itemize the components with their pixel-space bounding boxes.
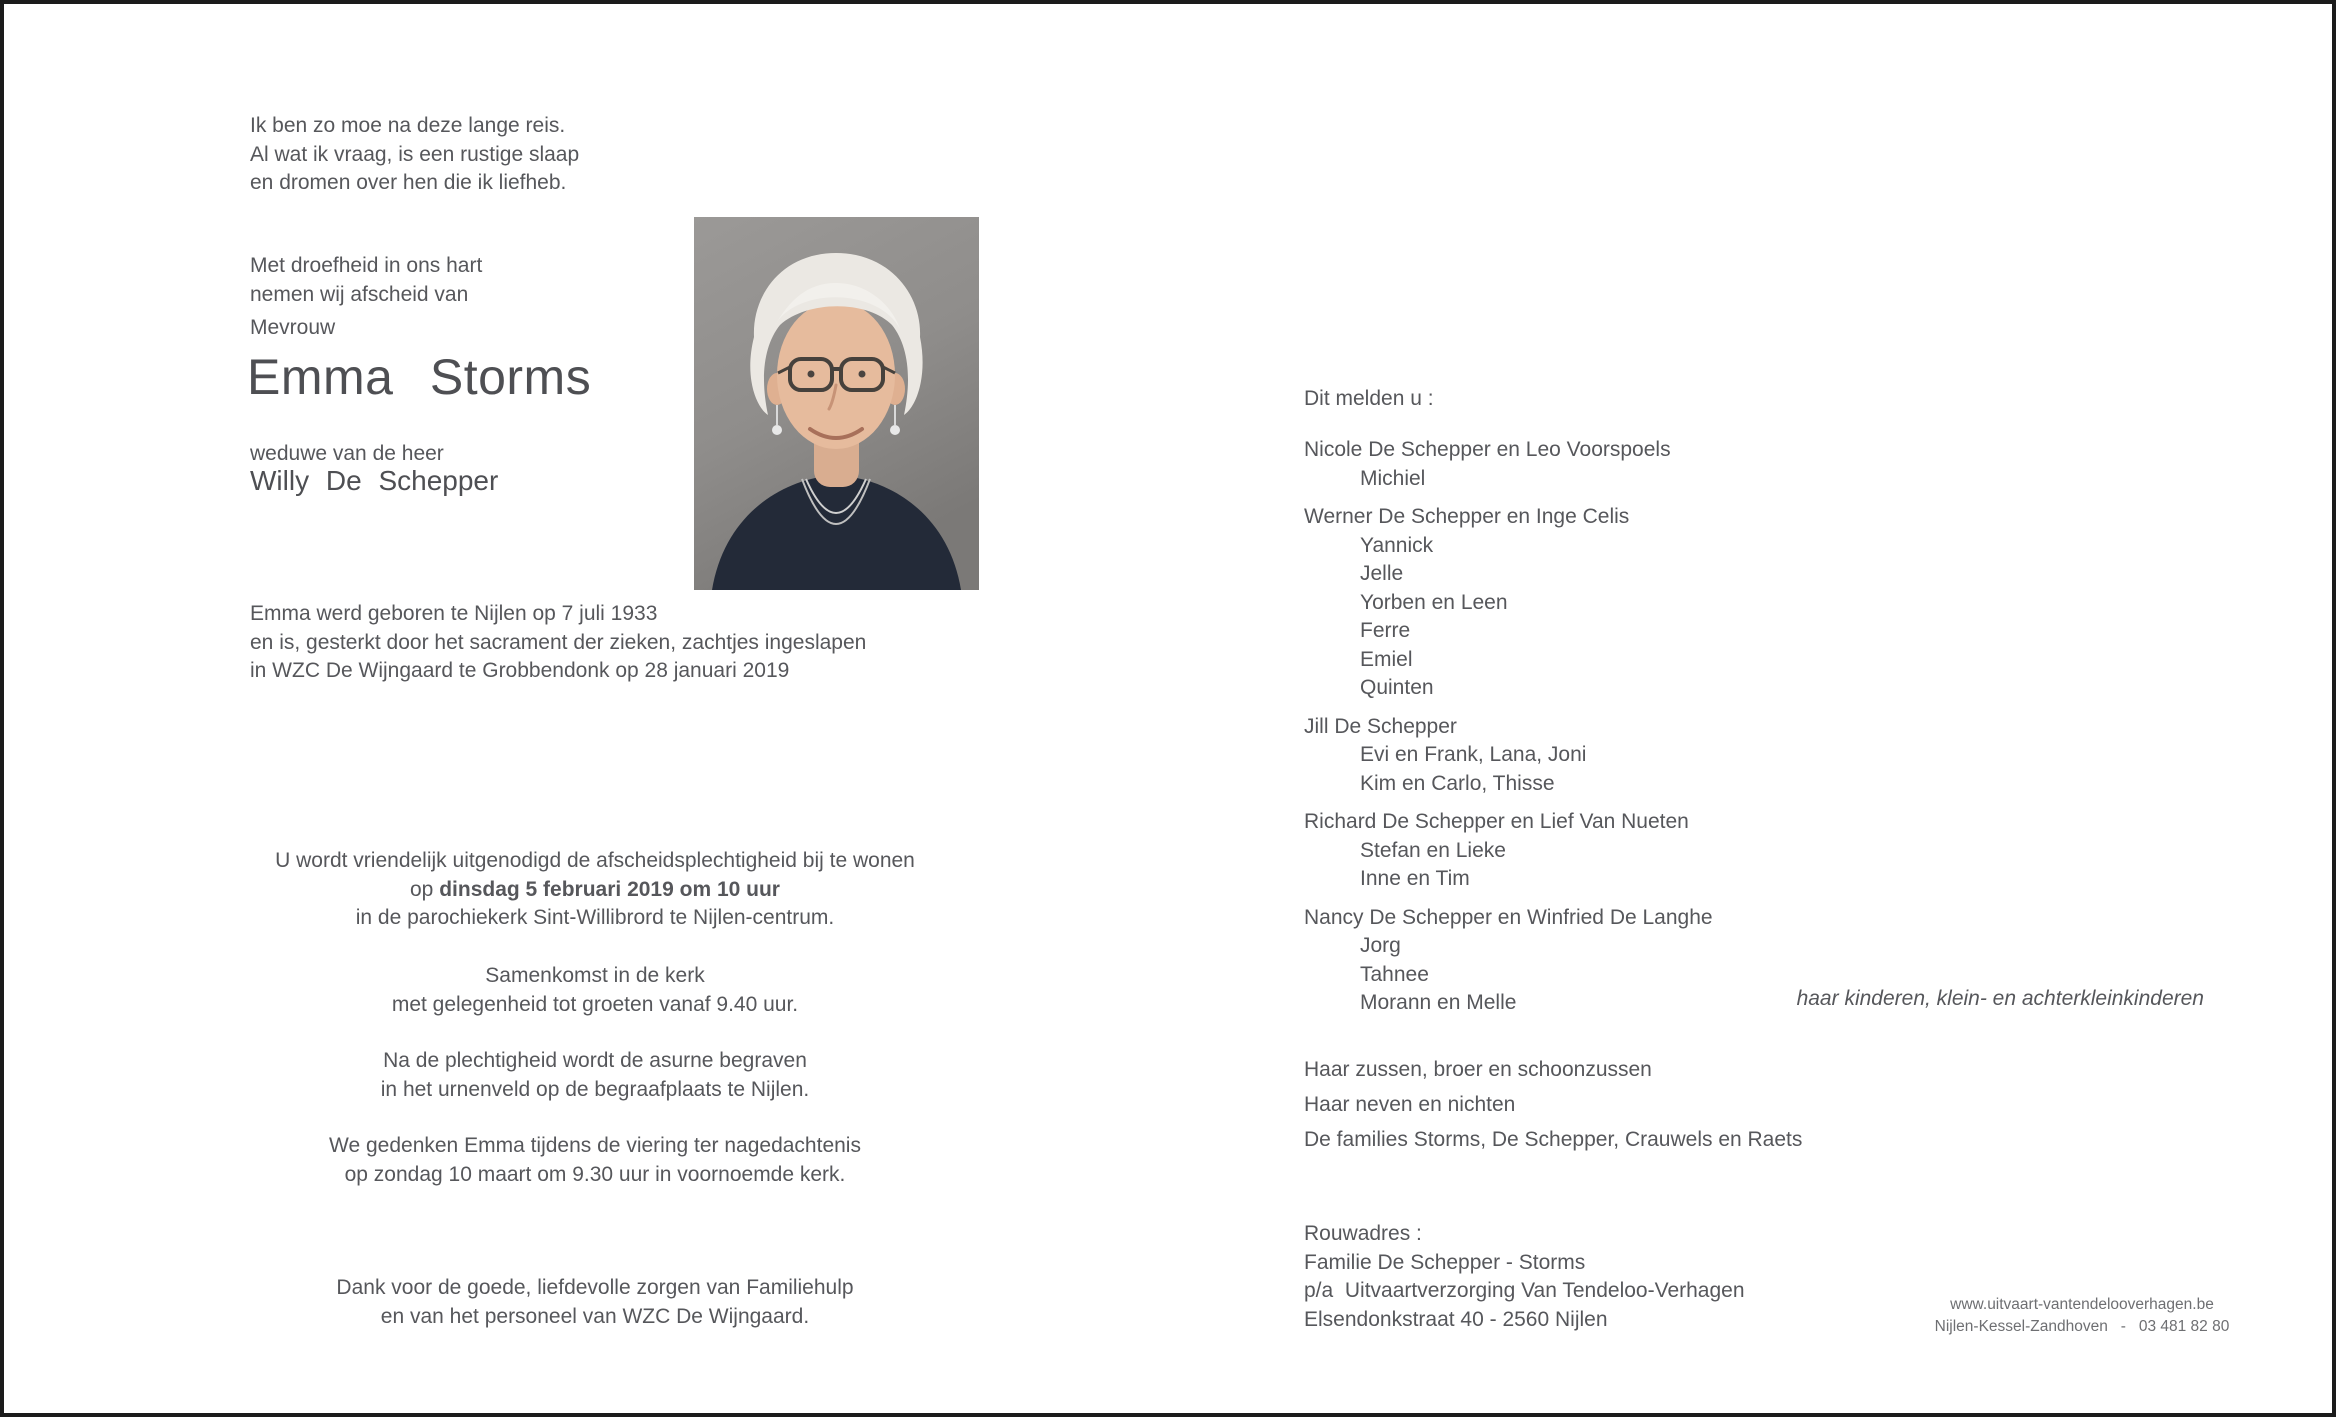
thanks-line: en van het personeel van WZC De Wijngaard.	[380, 1304, 810, 1328]
family-child: Yorben en Leen	[1360, 590, 1508, 614]
gathering-line: met gelegenheid tot groeten vanaf 9.40 uur.	[391, 992, 799, 1016]
family-child: Evi en Frank, Lana, Joni	[1360, 743, 1587, 766]
family-child: Michiel	[1360, 466, 1426, 490]
family-head: Werner De Schepper en Inge Celis	[1304, 505, 1630, 528]
family-head: Nicole De Schepper en Leo Voorspoels	[1304, 438, 1671, 461]
poem-line: Al wat ik vraag, is een rustige slaap	[250, 142, 580, 166]
spouse-name: Willy De Schepper	[250, 465, 499, 496]
family-child: Tahnee	[1360, 962, 1429, 986]
ceremony-date: dinsdag 5 februari 2019 om 10 uur	[439, 877, 780, 901]
family-head: Jill De Schepper	[1304, 714, 1457, 738]
memorial-line: We gedenken Emma tijdens de viering ter nagedachtenis	[329, 1134, 861, 1157]
relatives-list	[1304, 1052, 1802, 1157]
deceased-name: Emma Storms	[247, 349, 592, 405]
funeral-home-footer	[1932, 1294, 2232, 1337]
family-child: Quinten	[1360, 676, 1434, 699]
mourning-address-line: p/a Uitvaartverzorging Van Tendeloo-Verhagen	[1304, 1279, 1745, 1302]
ceremony-invitation	[250, 847, 940, 933]
family-child: Stefan en Lieke	[1360, 838, 1506, 862]
family-child: Jelle	[1360, 562, 1404, 585]
family-child: Emiel	[1360, 647, 1413, 671]
life-line: en is, gesterkt door het sacrament der zieken, zachtjes ingeslapen	[250, 630, 867, 654]
mourning-address-line: Elsendonkstraat 40 - 2560 Nijlen	[1304, 1307, 1608, 1331]
life-details	[250, 600, 866, 686]
portrait-photo	[694, 217, 979, 590]
burial-line: Na de plechtigheid wordt de asurne begraven	[383, 1049, 807, 1072]
family-list	[1304, 436, 1713, 1028]
family-child: Yannick	[1360, 533, 1434, 557]
intro-text	[250, 252, 482, 309]
poem	[250, 112, 579, 198]
family-group	[1304, 503, 1713, 703]
family-child: Jorg	[1360, 934, 1401, 957]
memorial-line: op zondag 10 maart om 9.30 uur in voornoemde kerk.	[344, 1162, 846, 1186]
gathering-line: Samenkomst in de kerk	[485, 964, 705, 987]
burial-info	[250, 1047, 940, 1104]
children-note: haar kinderen, klein- en achterkleinkinderen	[1796, 987, 2204, 1010]
family-group	[1304, 808, 1713, 894]
relatives-line: De families Storms, De Schepper, Crauwels en Raets	[1304, 1128, 1803, 1151]
burial-line: in het urnenveld op de begraafplaats te Nijlen.	[380, 1077, 810, 1101]
thanks-line: Dank voor de goede, liefdevolle zorgen van Familiehulp	[336, 1276, 854, 1299]
family-child: Ferre	[1360, 619, 1411, 642]
relatives-line: Haar zussen, broer en schoonzussen	[1304, 1058, 1652, 1081]
ceremony-line: in de parochiekerk Sint-Willibrord te Nijlen-centrum.	[355, 906, 835, 929]
gathering-info	[250, 962, 940, 1019]
intro-line: nemen wij afscheid van	[250, 282, 469, 306]
poem-line: Ik ben zo moe na deze lange reis.	[250, 114, 566, 137]
ceremony-date-line	[250, 876, 940, 905]
family-child: Kim en Carlo, Thisse	[1360, 771, 1555, 795]
mourning-address-line: Familie De Schepper - Storms	[1304, 1250, 1586, 1274]
family-child: Morann en Melle	[1360, 991, 1517, 1014]
mourning-address	[1304, 1220, 1745, 1334]
family-group	[1304, 436, 1713, 493]
portrait-photo-illustration	[694, 217, 979, 590]
poem-line: en dromen over hen die ik liefheb.	[250, 171, 567, 194]
family-head: Nancy De Schepper en Winfried De Langhe	[1304, 905, 1713, 929]
life-line: in WZC De Wijngaard te Grobbendonk op 28 januari 2019	[250, 659, 790, 682]
family-child: Inne en Tim	[1360, 867, 1470, 890]
memorial-service-info	[250, 1132, 940, 1189]
life-line: Emma werd geboren te Nijlen op 7 juli 1933	[250, 602, 658, 625]
family-group	[1304, 904, 1713, 1018]
ceremony-date-prefix: op	[410, 877, 440, 901]
funeral-home-locations-phone: Nijlen-Kessel-Zandhoven - 03 481 82 80	[1934, 1317, 2230, 1335]
salutation: Mevrouw	[250, 316, 336, 339]
funeral-home-website: www.uitvaart-vantendelooverhagen.be	[1950, 1296, 2214, 1313]
intro-line: Met droefheid in ons hart	[250, 254, 483, 277]
relatives-line: Haar neven en nichten	[1304, 1093, 1516, 1116]
family-head: Richard De Schepper en Lief Van Nueten	[1304, 810, 1689, 833]
mourning-address-heading: Rouwadres :	[1304, 1222, 1422, 1245]
announcement-heading: Dit melden u :	[1304, 387, 1434, 410]
thanks-note	[250, 1274, 940, 1331]
family-group	[1304, 713, 1713, 799]
ceremony-line: U wordt vriendelijk uitgenodigd de afscheidsplechtigheid bij te wonen	[275, 849, 915, 872]
relation-label: weduwe van de heer	[250, 442, 444, 465]
